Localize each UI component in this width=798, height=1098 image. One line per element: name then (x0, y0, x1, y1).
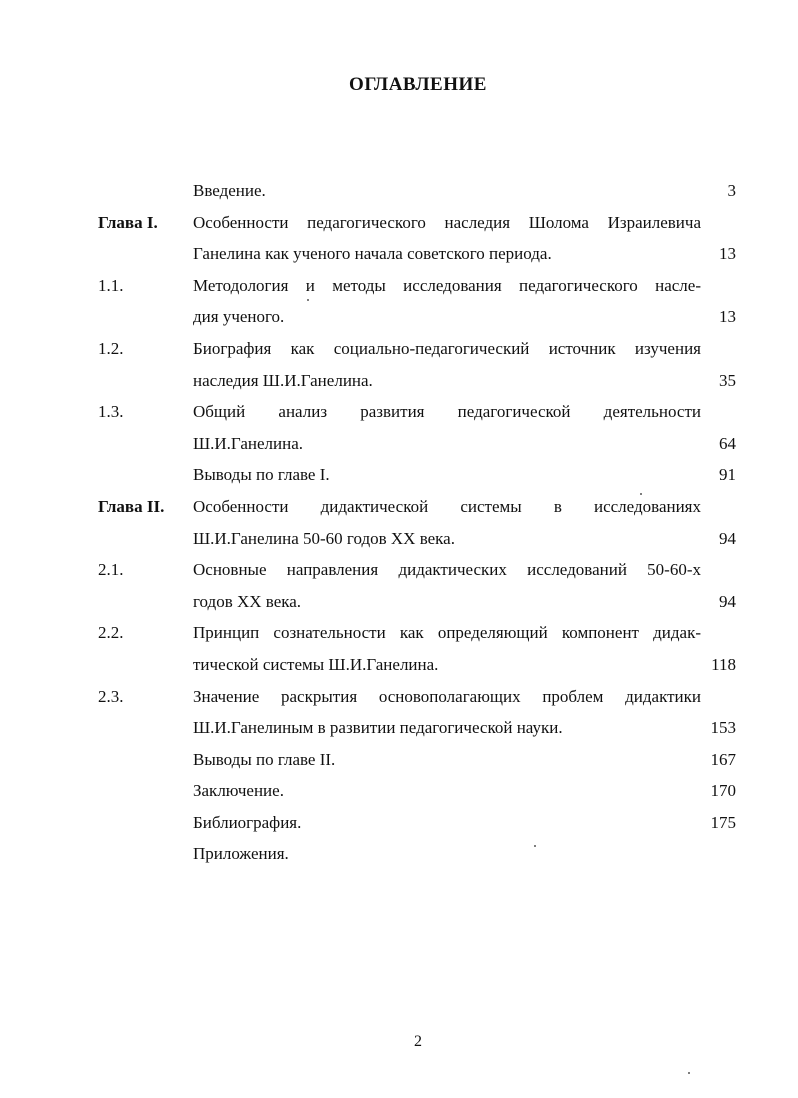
toc-row-page: 64 (719, 433, 736, 453)
toc-row (0, 491, 798, 523)
toc-row (0, 617, 798, 649)
toc-row-title: Особенности дидактической системы в исследованиях (193, 496, 701, 516)
toc-row-title: Заключение. (193, 781, 284, 801)
scan-speck (307, 299, 309, 301)
toc-row-page: 3 (727, 181, 736, 200)
toc-row (0, 396, 798, 428)
toc-row (0, 365, 798, 397)
scan-speck (534, 845, 536, 847)
toc-row (0, 428, 798, 460)
toc-row (0, 681, 798, 713)
toc-row-label: 1.1. (98, 275, 124, 295)
toc-row (0, 712, 798, 744)
scan-speck (640, 493, 642, 495)
toc-row-label: 2.3. (98, 686, 124, 706)
toc-row-page: 170 (710, 781, 736, 801)
toc-row-label: 2.2. (98, 623, 124, 643)
toc-row-label: Глава II. (98, 496, 165, 516)
toc-row-title: годов XX века. (193, 591, 302, 611)
toc-row-title: Значение раскрытия основополагающих проблем дидактики (193, 686, 701, 706)
toc-row-page: 167 (710, 749, 736, 769)
toc-row-title: Ш.И.Ганелина. (193, 433, 303, 453)
toc-row-label: 1.2. (98, 338, 124, 358)
toc-row-title: Особенности педагогического наследия Шолома Израилевича (193, 212, 701, 232)
toc-row-title: наследия Ш.И.Ганелина. (193, 370, 373, 390)
scan-speck (688, 1072, 690, 1074)
toc-row-page: 91 (719, 465, 736, 485)
toc-row (0, 270, 798, 302)
toc-row-page: 13 (719, 307, 736, 327)
toc-row (0, 807, 798, 839)
toc-row (0, 775, 798, 807)
toc-row-title: Введение. (193, 181, 266, 200)
toc-row-label: 1.3. (98, 402, 124, 422)
page-title: ОГЛАВЛЕНИЕ (349, 74, 487, 95)
toc-row-page: 153 (710, 718, 736, 738)
toc-row-title: Методология и методы исследования педагогического насле- (193, 275, 701, 295)
toc-row (0, 744, 798, 776)
toc-row-page: 118 (711, 654, 736, 674)
toc-row-title: Выводы по главе II. (193, 749, 336, 769)
table-of-contents (0, 175, 798, 870)
toc-row (0, 523, 798, 555)
toc-row-title: Ш.И.Ганелина 50-60 годов XX века. (193, 528, 455, 548)
toc-row (0, 459, 798, 491)
toc-row-title: Приложения. (193, 844, 289, 864)
toc-row (0, 175, 798, 207)
toc-row-page: 94 (719, 528, 736, 548)
toc-row-title: Общий анализ развития педагогической деятельности (193, 402, 701, 422)
toc-row-title: Ганелина как ученого начала советского периода. (193, 244, 552, 264)
toc-row-title: тической системы Ш.И.Ганелина. (193, 654, 439, 674)
page-number: 2 (414, 1033, 422, 1050)
toc-row-label: Глава I. (98, 212, 158, 232)
toc-row-title: Библиография. (193, 812, 302, 832)
toc-row (0, 301, 798, 333)
toc-row-title: Ш.И.Ганелиным в развитии педагогической науки. (193, 718, 563, 738)
toc-row-page: 35 (719, 370, 736, 390)
toc-row-title: дия ученого. (193, 307, 285, 327)
toc-row-page: 13 (719, 244, 736, 264)
toc-row-title: Выводы по главе I. (193, 465, 330, 485)
toc-row-title: Основные направления дидактических исследований 50-60-х (193, 560, 701, 580)
toc-row (0, 838, 798, 870)
toc-row-title: Биография как социально-педагогический источник изучения (193, 338, 701, 358)
toc-row (0, 586, 798, 618)
toc-row (0, 207, 798, 239)
toc-row (0, 649, 798, 681)
toc-row-page: 175 (710, 812, 736, 832)
toc-row (0, 333, 798, 365)
toc-row (0, 238, 798, 270)
toc-row-title: Принцип сознательности как определяющий компонент дидак- (193, 623, 701, 643)
toc-row-page: 94 (719, 591, 736, 611)
toc-row (0, 554, 798, 586)
toc-row-label: 2.1. (98, 560, 124, 580)
